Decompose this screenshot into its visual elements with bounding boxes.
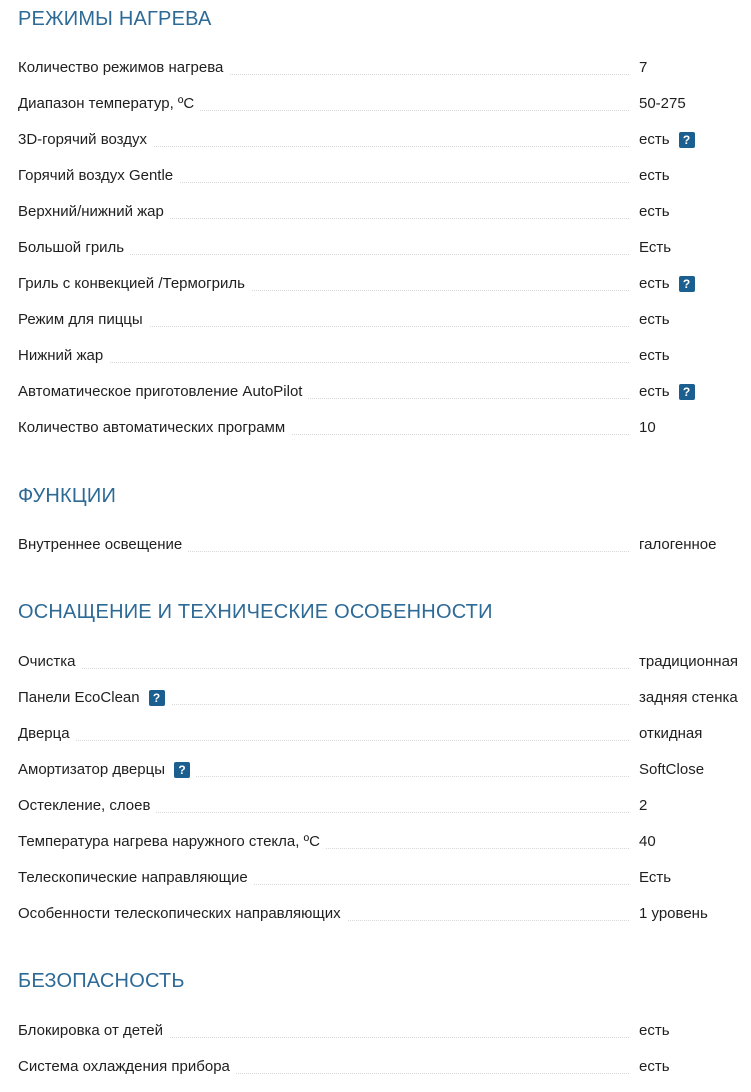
spec-value: задняя стенка: [639, 689, 738, 706]
spec-label: Нижний жар: [18, 345, 109, 367]
spec-label: Горячий воздух Gentle: [18, 165, 179, 187]
spec-label: Гриль с конвекцией /Термогриль: [18, 273, 251, 295]
spec-label: Верхний/нижний жар: [18, 201, 170, 223]
spec-row: [0, 534, 751, 558]
spec-row: [0, 165, 751, 189]
spec-row: [0, 759, 751, 783]
spec-label: Система охлаждения прибора: [18, 1056, 236, 1078]
section-title: БЕЗОПАСНОСТЬ: [18, 970, 185, 992]
help-icon[interactable]: ?: [174, 762, 190, 778]
spec-row: [0, 273, 751, 297]
spec-label: Панели EcoClean ?: [18, 687, 171, 709]
spec-row: [0, 237, 751, 261]
spec-row: [0, 129, 751, 153]
spec-value: 10: [639, 419, 656, 436]
spec-value: 50-275: [639, 95, 686, 112]
spec-label: Очистка: [18, 651, 81, 673]
spec-label: Внутреннее освещение: [18, 534, 188, 556]
spec-row: [0, 723, 751, 747]
dotted-leader: [18, 668, 629, 669]
dotted-leader: [18, 740, 629, 741]
spec-label: Дверца: [18, 723, 76, 745]
spec-value: есть ?: [639, 273, 695, 295]
spec-value: традиционная: [639, 653, 739, 670]
spec-row: [0, 651, 751, 675]
section-title: ОСНАЩЕНИЕ И ТЕХНИЧЕСКИЕ ОСОБЕННОСТИ: [18, 601, 493, 623]
spec-row: [0, 93, 751, 117]
spec-value: галогенное: [639, 536, 717, 553]
spec-value: есть: [639, 203, 670, 220]
help-icon[interactable]: ?: [679, 276, 695, 292]
spec-value: есть: [639, 1022, 670, 1039]
spec-row: [0, 795, 751, 819]
spec-value: 2: [639, 797, 648, 814]
spec-value: есть: [639, 347, 670, 364]
spec-row: [0, 201, 751, 225]
spec-row: [0, 309, 751, 333]
spec-label: Остекление, слоев: [18, 795, 156, 817]
spec-value: есть: [639, 1058, 670, 1075]
spec-value: Есть: [639, 869, 672, 886]
spec-label: Режим для пиццы: [18, 309, 149, 331]
spec-label: 3D-горячий воздух: [18, 129, 153, 151]
spec-value: 40: [639, 833, 656, 850]
help-icon[interactable]: ?: [149, 690, 165, 706]
spec-label: Амортизатор дверцы ?: [18, 759, 196, 781]
section-title: ФУНКЦИИ: [18, 485, 117, 507]
spec-value: есть: [639, 311, 670, 328]
spec-row: [0, 417, 751, 441]
spec-row: [0, 831, 751, 855]
spec-row: [0, 903, 751, 927]
spec-value: есть ?: [639, 381, 695, 403]
spec-label: Телескопические направляющие: [18, 867, 254, 889]
dotted-leader: [18, 362, 629, 363]
help-icon[interactable]: ?: [679, 384, 695, 400]
spec-value: 7: [639, 59, 648, 76]
spec-row: [0, 345, 751, 369]
spec-label: Количество автоматических программ: [18, 417, 291, 439]
spec-value: Есть: [639, 239, 672, 256]
spec-label: Температура нагрева наружного стекла, ºС: [18, 831, 326, 853]
spec-value: откидная: [639, 725, 703, 742]
spec-value: есть ?: [639, 129, 695, 151]
spec-row: [0, 1056, 751, 1080]
spec-row: [0, 381, 751, 405]
spec-value: SoftClose: [639, 761, 705, 778]
section-title: РЕЖИМЫ НАГРЕВА: [18, 8, 212, 30]
spec-label: Автоматическое приготовление AutoPilot: [18, 381, 308, 403]
spec-row: [0, 57, 751, 81]
spec-label: Особенности телескопических направляющих: [18, 903, 347, 925]
help-icon[interactable]: ?: [679, 132, 695, 148]
spec-value: 1 уровень: [639, 905, 708, 922]
spec-label: Блокировка от детей: [18, 1020, 169, 1042]
spec-row: [0, 687, 751, 711]
spec-label: Большой гриль: [18, 237, 130, 259]
spec-label: Количество режимов нагрева: [18, 57, 229, 79]
spec-value: есть: [639, 167, 670, 184]
spec-label: Диапазон температур, ºС: [18, 93, 200, 115]
spec-row: [0, 867, 751, 891]
spec-row: [0, 1020, 751, 1044]
